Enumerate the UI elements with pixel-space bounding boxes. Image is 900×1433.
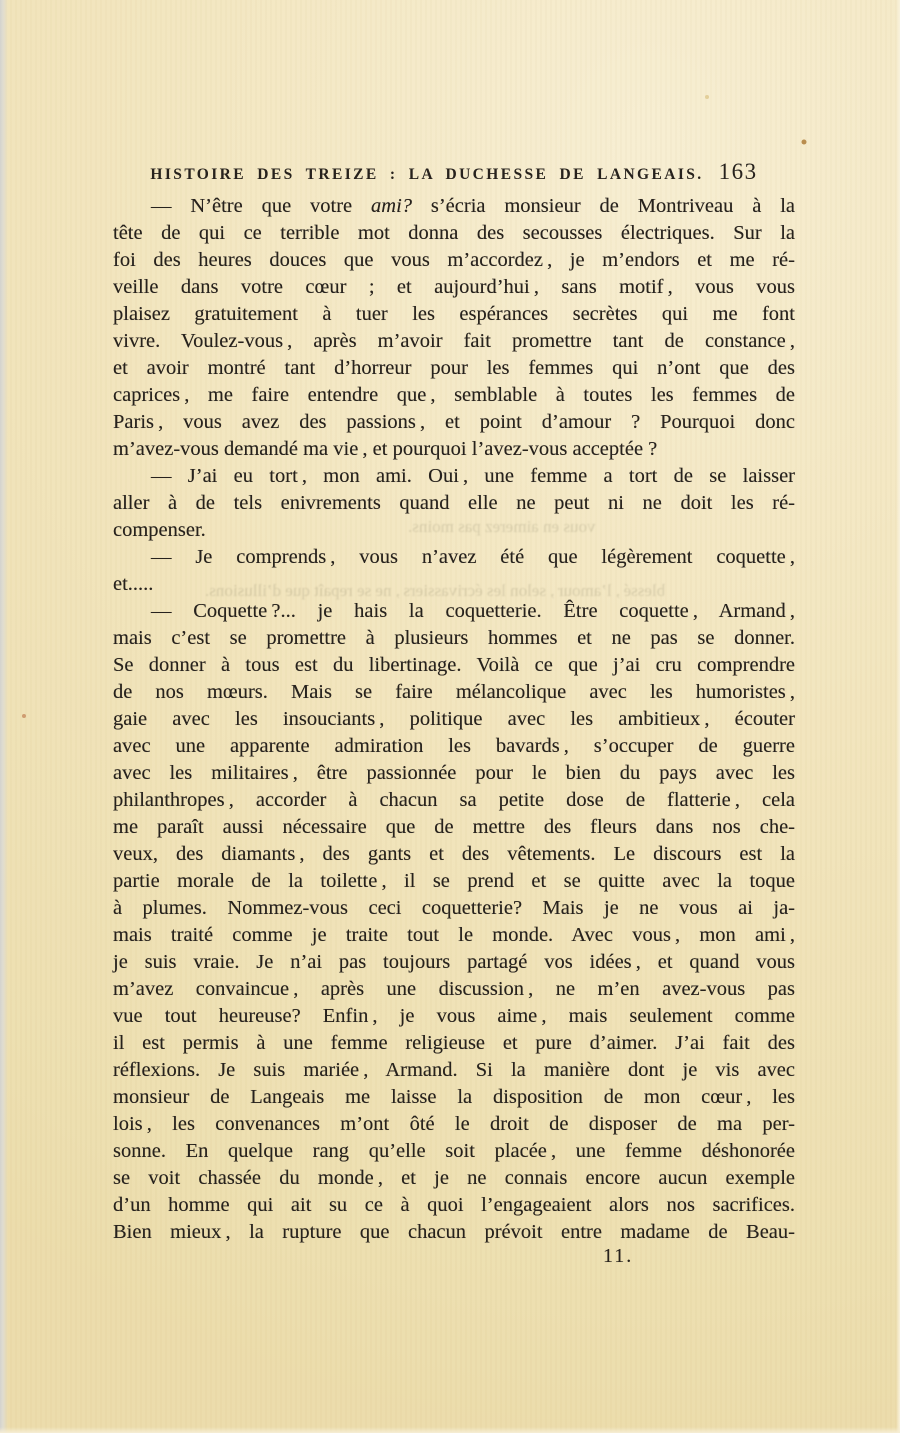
text-run: à plumes. Nommez-vous ceci coquetterie? Mais je ne vous ai ja- xyxy=(113,897,795,919)
text-run: d’un homme qui ait su ce à quoi l’engageaient alors nos sacrifices. xyxy=(113,1194,795,1216)
text-line xyxy=(113,571,795,598)
text-line xyxy=(113,922,795,949)
text-run: foi des heures douces que vous m’accordez , je m’endors et me ré- xyxy=(113,249,795,271)
text-run: avec les militaires , être passionnée pour le bien du pays avec les xyxy=(113,762,795,784)
text-run: tête de qui ce terrible mot donna des secousses électriques. Sur la xyxy=(113,222,795,244)
text-run: avec une apparente admiration les bavards , s’occuper de guerre xyxy=(113,735,795,757)
printer-signature: 11. xyxy=(603,1245,634,1267)
text-line xyxy=(113,1165,795,1192)
text-run: plaisez gratuitement à tuer les espérances secrètes qui me font xyxy=(113,303,795,325)
text-run: gaie avec les insouciants , politique avec les ambitieux , écouter xyxy=(113,708,795,730)
text-run: — N’être que votre xyxy=(151,195,372,217)
text-run: et..... xyxy=(113,573,154,595)
text-line xyxy=(113,274,795,301)
text-run: vivre. Voulez-vous , après m’avoir fait promettre tant de constance , xyxy=(113,330,795,352)
text-run: partie morale de la toilette , il se prend et se quitte avec la toque xyxy=(113,870,795,892)
text-run: aller à de tels enivrements quand elle ne peut ni ne doit les ré- xyxy=(113,492,795,514)
text-line xyxy=(113,733,795,760)
page-right-edge-highlight xyxy=(896,0,900,1433)
show-through-text: blessé , l’amour , selon les écrivassiers , ne se repaît que d’illusions. xyxy=(205,581,666,600)
text-line xyxy=(113,976,795,1003)
text-run: mais c’est se promettre à plusieurs hommes et ne pas se donner. xyxy=(113,627,795,649)
text-line xyxy=(113,706,795,733)
text-line xyxy=(113,1192,795,1219)
text-run: je suis vraie. Je n’ai pas toujours partagé vos idées , et quand vous xyxy=(113,951,795,973)
text-line xyxy=(113,841,795,868)
text-line xyxy=(113,490,795,517)
text-line xyxy=(113,247,795,274)
text-run: de nos mœurs. Mais se faire mélancolique avec les humoristes , xyxy=(113,681,795,703)
text-line xyxy=(113,895,795,922)
text-run: veille dans votre cœur ; et aujourd’hui , sans motif , vous vous xyxy=(113,276,795,298)
text-line xyxy=(113,625,795,652)
text-line xyxy=(113,787,795,814)
text-line xyxy=(113,436,795,463)
text-line xyxy=(113,328,795,355)
text-line xyxy=(113,949,795,976)
page-bottom-edge-highlight xyxy=(0,1427,900,1433)
text-run: mais traité comme je traite tout le monde. Avec vous , mon ami , xyxy=(113,924,795,946)
text-line xyxy=(113,517,795,544)
running-title: HISTOIRE DES TREIZE : LA DUCHESSE DE LANGEAIS. xyxy=(150,166,704,183)
page-left-edge-shadow xyxy=(0,0,8,1433)
text-run: caprices , me faire entendre que , semblable à toutes les femmes de xyxy=(113,384,795,406)
text-run: m’avez convaincue , après une discussion , ne m’en avez-vous pas xyxy=(113,978,795,1000)
text-run: réflexions. Je suis mariée , Armand. Si la manière dont je vis avec xyxy=(113,1059,795,1081)
text-line xyxy=(113,409,795,436)
text-line xyxy=(113,652,795,679)
text-line xyxy=(113,814,795,841)
text-line xyxy=(113,355,795,382)
text-line xyxy=(113,193,795,220)
text-line xyxy=(113,1003,795,1030)
text-line xyxy=(113,1111,795,1138)
text-line xyxy=(113,1030,795,1057)
text-run: Bien mieux , la rupture que chacun prévoit entre madame de Beau- xyxy=(113,1221,795,1243)
text-line xyxy=(113,760,795,787)
paper-specks xyxy=(0,0,2,2)
text-run: sonne. En quelque rang qu’elle soit placée , une femme déshonorée xyxy=(113,1140,795,1162)
text-run: — Je comprends , vous n’avez été que légèrement coquette , xyxy=(151,546,795,568)
text-line xyxy=(113,598,795,625)
text-line xyxy=(113,1219,795,1246)
text-line xyxy=(113,220,795,247)
page-number: 163 xyxy=(718,159,758,184)
text-line xyxy=(113,301,795,328)
text-run: se voit chassée du monde , et je ne connais encore aucun exemple xyxy=(113,1167,795,1189)
running-head xyxy=(113,159,795,185)
text-run: Se donner à tous est du libertinage. Voilà ce que j’ai cru comprendre xyxy=(113,654,795,676)
text-run: compenser. xyxy=(113,519,206,541)
text-line xyxy=(113,868,795,895)
text-run: il est permis à une femme religieuse et pure d’aimer. J’ai fait des xyxy=(113,1032,795,1054)
text-run: m’avez-vous demandé ma vie , et pourquoi l’avez-vous acceptée ? xyxy=(113,438,658,460)
text-line xyxy=(113,463,795,490)
text-line xyxy=(113,1084,795,1111)
text-line xyxy=(113,1057,795,1084)
text-line xyxy=(113,382,795,409)
text-line xyxy=(113,1138,795,1165)
text-line xyxy=(113,544,795,571)
text-run: philanthropes , accorder à chacun sa petite dose de flatterie , cela xyxy=(113,789,795,811)
italic-word: ami? xyxy=(371,195,413,217)
text-run: me paraît aussi nécessaire que de mettre des fleurs dans nos che- xyxy=(113,816,795,838)
show-through-text: vous en aimerez pas moins. xyxy=(408,517,596,536)
text-run: — J’ai eu tort , mon ami. Oui , une femme a tort de se laisser xyxy=(151,465,795,487)
text-line xyxy=(113,679,795,706)
text-run: lois , les convenances m’ont ôté le droit de disposer de ma per- xyxy=(113,1113,795,1135)
text-run: monsieur de Langeais me laisse la disposition de mon cœur , les xyxy=(113,1086,795,1108)
text-run: Paris , vous avez des passions , et point d’amour ? Pourquoi donc xyxy=(113,411,795,433)
text-run: vue tout heureuse? Enfin , je vous aime , mais seulement comme xyxy=(113,1005,795,1027)
text-run: veux, des diamants , des gants et des vêtements. Le discours est la xyxy=(113,843,795,865)
text-block xyxy=(113,193,795,1246)
text-run: — Coquette ?... je hais la coquetterie. Être coquette , Armand , xyxy=(151,600,795,622)
text-run: et avoir montré tant d’horreur pour les femmes qui n’ont que des xyxy=(113,357,795,379)
text-run: s’écria monsieur de Montriveau à la xyxy=(412,195,795,217)
